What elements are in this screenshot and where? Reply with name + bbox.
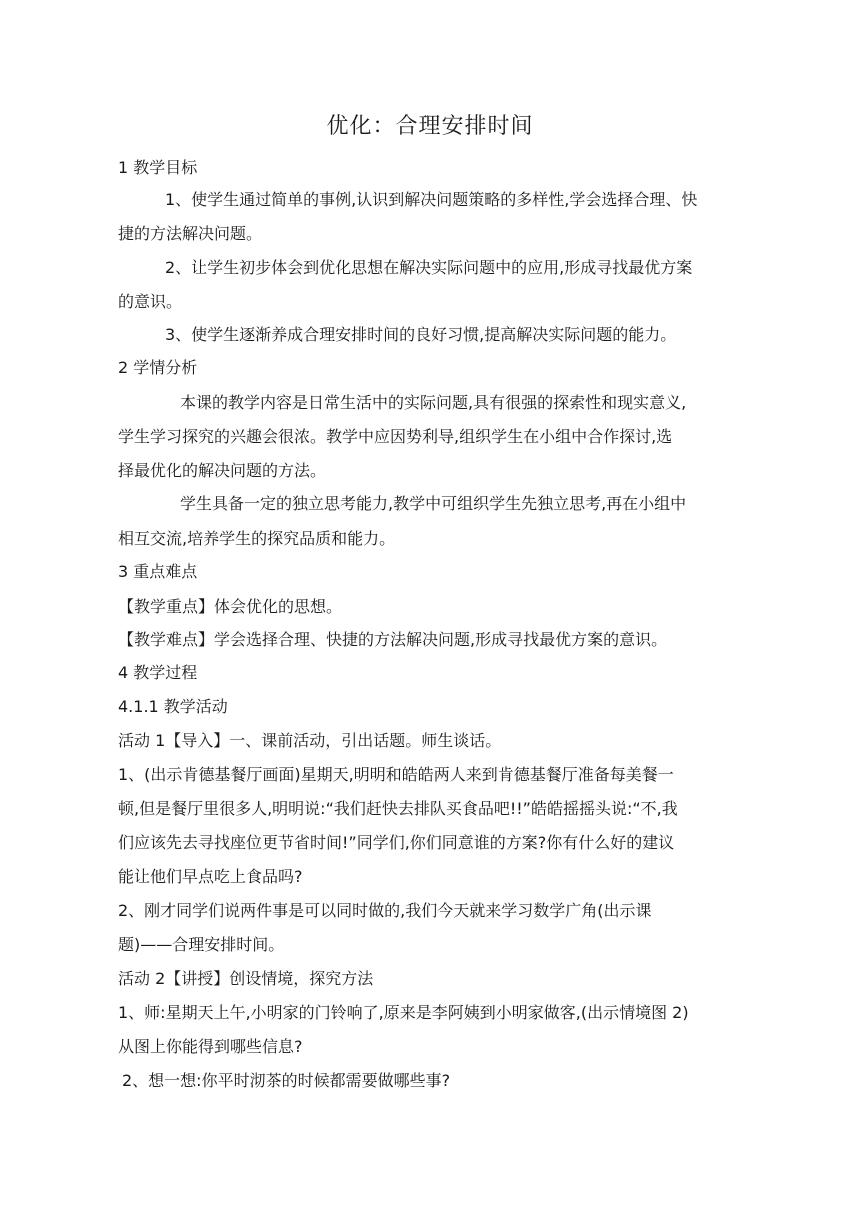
section-heading: 3 重点难点 xyxy=(118,562,198,581)
activity-heading: 活动 2【讲授】创设情境，探究方法 xyxy=(118,969,374,988)
document-title: 优化：合理安排时间 xyxy=(326,114,534,139)
paragraph-line: 从图上你能得到哪些信息? xyxy=(118,1037,303,1056)
key-point: 【教学重点】体会优化的思想。 xyxy=(118,597,343,616)
paragraph-line: 2、刚才同学们说两件事是可以同时做的,我们今天就来学习数学广角(出示课 xyxy=(118,901,652,920)
paragraph-line: 能让他们早点吃上食品吗? xyxy=(118,867,303,886)
paragraph-line: 1、使学生通过简单的事例,认识到解决问题策略的多样性,学会选择合理、快 xyxy=(165,190,698,209)
paragraph-line: 顿,但是餐厅里很多人,明明说:“我们赶快去排队买食品吧!!”皓皓摇摇头说:“不,我 xyxy=(118,799,678,818)
subsection-heading: 4.1.1 教学活动 xyxy=(118,697,228,716)
paragraph-line: 2、让学生初步体会到优化思想在解决实际问题中的应用,形成寻找最优方案 xyxy=(165,258,693,277)
difficult-point: 【教学难点】学会选择合理、快捷的方法解决问题,形成寻找最优方案的意识。 xyxy=(118,630,668,649)
paragraph-line: 本课的教学内容是日常生活中的实际问题,具有很强的探索性和现实意义, xyxy=(180,393,687,412)
paragraph-line: 学生学习探究的兴趣会很浓。教学中应因势利导,组织学生在小组中合作探讨,选 xyxy=(118,427,673,446)
section-heading: 2 学情分析 xyxy=(118,358,198,377)
paragraph-line: 择最优化的解决问题的方法。 xyxy=(118,461,327,480)
paragraph-line: 1、(出示肯德基餐厅画面)星期天,明明和皓皓两人来到肯德基餐厅准备每美餐一 xyxy=(118,765,674,784)
paragraph-line: 3、使学生逐渐养成合理安排时间的良好习惯,提高解决实际问题的能力。 xyxy=(165,325,677,344)
paragraph-line: 题)——合理安排时间。 xyxy=(118,935,285,954)
section-heading: 1 教学目标 xyxy=(118,158,198,177)
section-heading: 4 教学过程 xyxy=(118,663,198,682)
paragraph-line: 捷的方法解决问题。 xyxy=(118,224,263,243)
activity-heading: 活动 1【导入】一、课前活动，引出话题。师生谈话。 xyxy=(118,731,502,750)
paragraph-line: 2、想一想:你平时沏茶的时候都需要做哪些事? xyxy=(122,1071,451,1090)
paragraph-line: 的意识。 xyxy=(118,292,183,311)
paragraph-line: 相互交流,培养学生的探究品质和能力。 xyxy=(118,529,396,548)
paragraph-line: 们应该先去寻找座位更节省时间!”同学们,你们同意谁的方案?你有什么好的建议 xyxy=(118,833,675,852)
paragraph-line: 学生具备一定的独立思考能力,教学中可组织学生先独立思考,再在小组中 xyxy=(180,494,687,513)
paragraph-line: 1、师:星期天上午,小明家的门铃响了,原来是李阿姨到小明家做客,(出示情境图 2) xyxy=(118,1003,689,1022)
